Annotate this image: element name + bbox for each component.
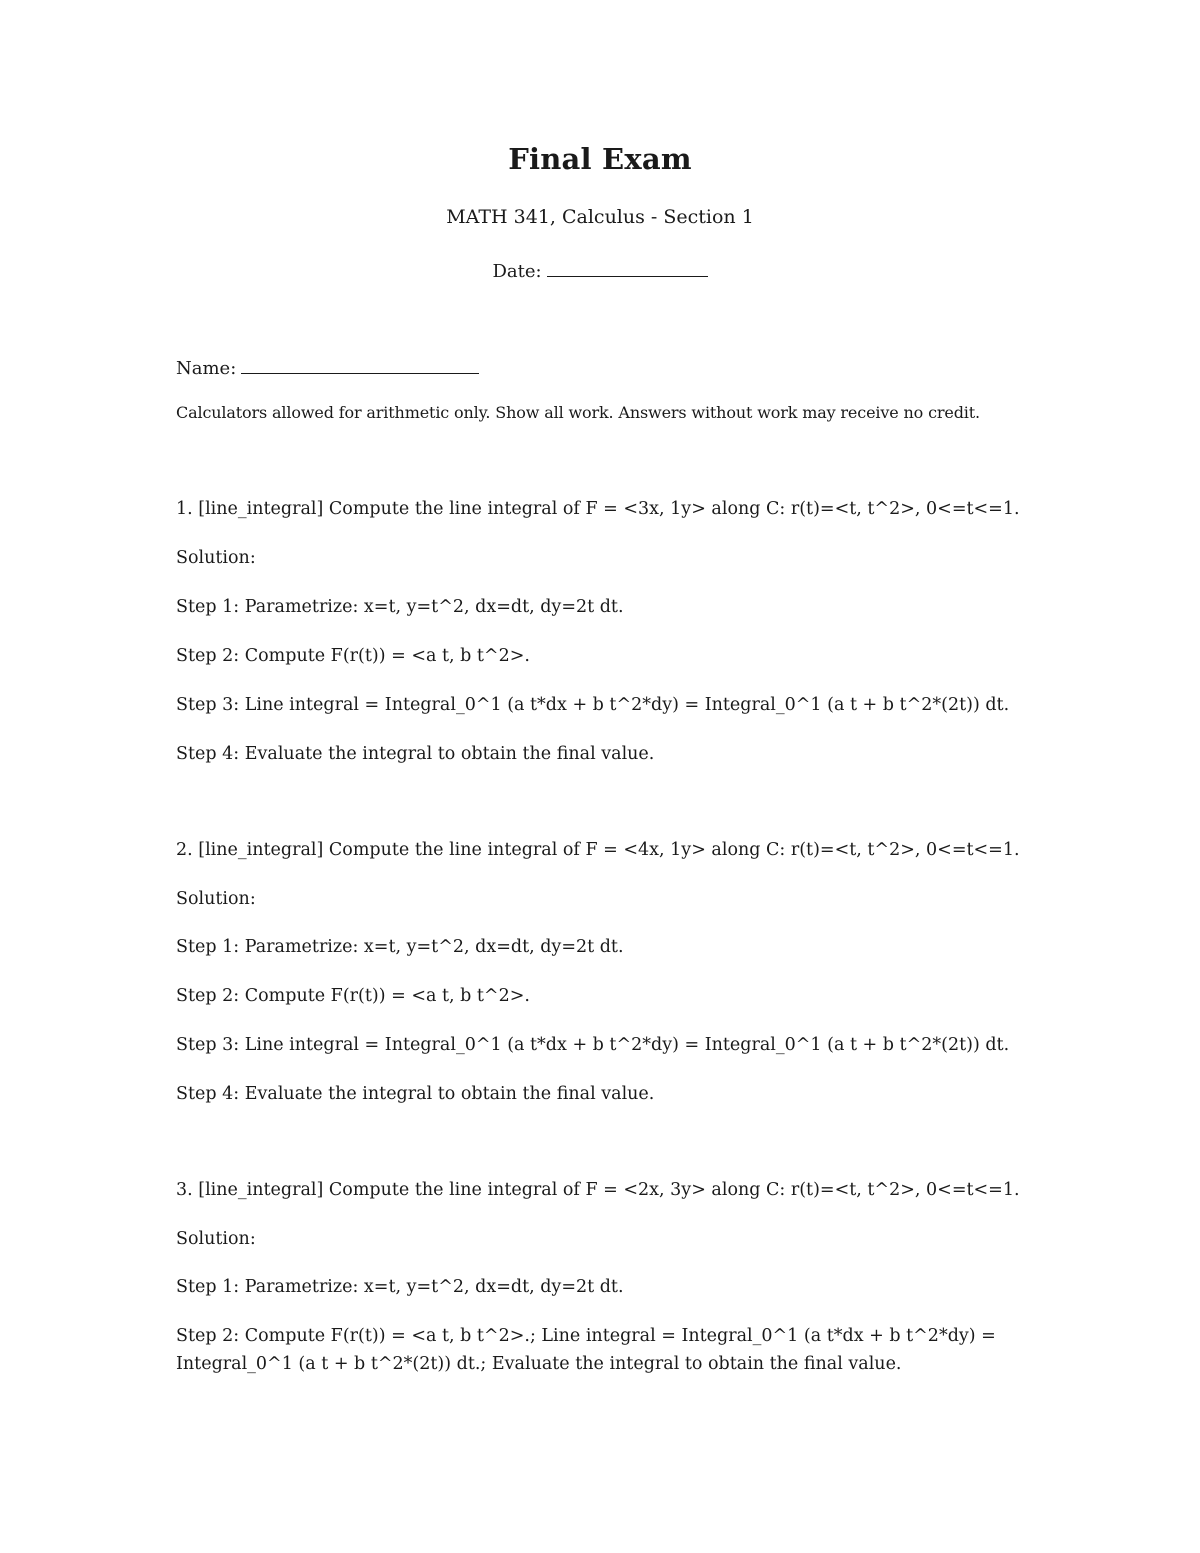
date-label: Date:: [492, 261, 542, 282]
course-subtitle: MATH 341, Calculus - Section 1: [446, 206, 754, 228]
problem-1-step-4: Step 4: Evaluate the integral to obtain the final value.: [176, 744, 655, 764]
problem-1-step-3: Step 3: Line integral = Integral_0^1 (a t*dx + b t^2*dy) = Integral_0^1 (a t + b t^2*(2t)) dt.: [176, 695, 1010, 715]
name-label: Name:: [176, 358, 237, 379]
problem-2-step-4: Step 4: Evaluate the integral to obtain the final value.: [176, 1084, 655, 1104]
problem-2-solution-label: Solution:: [176, 889, 256, 909]
instructions: Calculators allowed for arithmetic only. Show all work. Answers without work may receive no credit.: [176, 403, 980, 422]
problem-1-question: 1. [line_integral] Compute the line integral of F = <3x, 1y> along C: r(t)=<t, t^2>, 0<=t<=1.: [176, 499, 1020, 519]
problem-2-step-2: Step 2: Compute F(r(t)) = <a t, b t^2>.: [176, 986, 530, 1006]
name-blank-field[interactable]: [241, 355, 479, 374]
problem-1-solution-label: Solution:: [176, 548, 256, 568]
problem-1-step-2: Step 2: Compute F(r(t)) = <a t, b t^2>.: [176, 646, 530, 666]
date-line: [0, 258, 1200, 282]
problem-3-solution-label: Solution:: [176, 1229, 256, 1249]
problem-3-step-2: Step 2: Compute F(r(t)) = <a t, b t^2>.; Line integral = Integral_0^1 (a t*dx + b t^2*dy) = Integral_0^1 (a t + b t^2*(2t)) dt.; Evaluate the integral to obtain the final value.: [176, 1326, 996, 1374]
problem-2-question: 2. [line_integral] Compute the line integral of F = <4x, 1y> along C: r(t)=<t, t^2>, 0<=t<=1.: [176, 840, 1020, 860]
date-blank-field[interactable]: [547, 258, 708, 277]
name-line: [176, 355, 479, 380]
page-title: Final Exam: [508, 142, 692, 176]
problem-3-question: 3. [line_integral] Compute the line integral of F = <2x, 3y> along C: r(t)=<t, t^2>, 0<=t<=1.: [176, 1180, 1020, 1200]
problem-1-step-1: Step 1: Parametrize: x=t, y=t^2, dx=dt, dy=2t dt.: [176, 597, 624, 617]
problem-2-step-3: Step 3: Line integral = Integral_0^1 (a t*dx + b t^2*dy) = Integral_0^1 (a t + b t^2*(2t)) dt.: [176, 1035, 1010, 1055]
problem-2-step-1: Step 1: Parametrize: x=t, y=t^2, dx=dt, dy=2t dt.: [176, 937, 624, 957]
problem-3-step-1: Step 1: Parametrize: x=t, y=t^2, dx=dt, dy=2t dt.: [176, 1277, 624, 1297]
